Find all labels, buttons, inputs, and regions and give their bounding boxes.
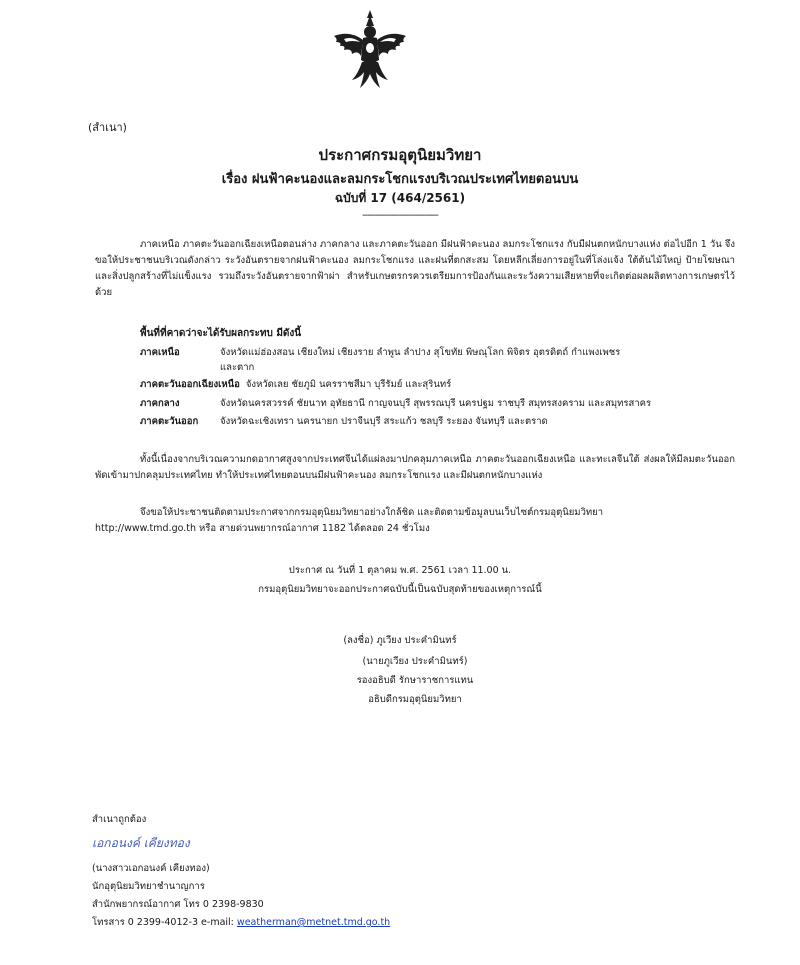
issue-number: ฉบับที่ 17 (464/2561) bbox=[334, 191, 466, 205]
advice-paragraph-line2: http://www.tmd.go.th หรือ สายด่วนพยากรณ์อากาศ 1182 ได้ตลอด 24 ชั่วโมง bbox=[95, 523, 430, 534]
affected-areas-heading: พื้นที่ที่คาดว่าจะได้รับผลกระทบ มีดังนี้ bbox=[140, 328, 302, 339]
garuda-emblem-icon bbox=[330, 8, 410, 96]
final-notice: กรมอุตุนิยมวิทยาจะออกประกาศฉบับนี้เป็นฉบับสุดท้ายของเหตุการณ์นี้ bbox=[258, 584, 542, 595]
email-link[interactable]: weatherman@metnet.tmd.go.th bbox=[236, 917, 391, 928]
certifier-position: นักอุตุนิยมวิทยาชำนาญการ bbox=[92, 881, 205, 892]
region-provinces: จังหวัดแม่ฮ่องสอน เชียงใหม่ เชียงราย ลำพูน ลำปาง สุโขทัย พิษณุโลก พิจิตร อุตรดิตถ์ กำแพงเพชร bbox=[220, 347, 621, 358]
signed-line: (ลงชื่อ) ภูเวียง ประคำมินทร์ bbox=[343, 635, 457, 646]
announce-date: ประกาศ ณ วันที่ 1 ตุลาคม พ.ศ. 2561 เวลา 11.00 น. bbox=[288, 565, 512, 576]
handwritten-signature-text: เอกอนงค์ เคียงทอง bbox=[92, 836, 190, 850]
certifier-name: (นางสาวเอกอนงค์ เคียงทอง) bbox=[92, 863, 210, 874]
region-row-north bbox=[140, 345, 620, 360]
cause-paragraph-text: ทั้งนี้เนื่องจากบริเวณความกดอากาศสูงจากประเทศจีนได้แผ่ลงมาปกคลุมภาคเหนือ ภาคตะวันออกเฉียงเหนือ และทะเลจีนใต้ ส่งผลให้มีลมตะวันออกพัดเข้ามาปกคลุมประเทศไทย ทำให้ประเทศไทยตอนบนมีฝนฟ้าคะนอง ลมกระโชกแรง และมีฝนตกหนักบางแห่ง bbox=[95, 454, 735, 481]
subject-line: เรื่อง ฝนฟ้าคะนองและลมกระโชกแรงบริเวณประเทศไทยตอนบน bbox=[221, 172, 579, 187]
contact-line bbox=[92, 915, 390, 930]
office-phone: สำนักพยากรณ์อากาศ โทร 0 2398-9830 bbox=[92, 899, 264, 910]
fax-email-prefix: โทรสาร 0 2399-4012-3 e-mail: bbox=[92, 917, 237, 928]
region-provinces-cont: และตาก bbox=[220, 362, 255, 373]
advice-paragraph-text: จึงขอให้ประชาชนติดตามประกาศจากกรมอุตุนิยมวิทยาอย่างใกล้ชิด และติดตามข้อมูลบนเว็บไซต์กรมอุตุนิยมวิทยา bbox=[140, 507, 604, 518]
copy-mark: (สำเนา) bbox=[88, 121, 127, 134]
warning-paragraph bbox=[95, 237, 735, 301]
signer-name: (นายภูเวียง ประคำมินทร์) bbox=[362, 656, 468, 667]
warning-paragraph-text: ภาคเหนือ ภาคตะวันออกเฉียงเหนือตอนล่าง ภาคกลาง และภาคตะวันออก มีฝนฟ้าคะนอง ลมกระโชกแรง กับมีฝนตกหนักบางแห่ง ต่อไปอีก 1 วัน จึงขอให้ประชาชนบริเวณดังกล่าว ระวังอันตรายจากฝนฟ้าคะนอง ลมกระโชกแรง และฝนที่ตกสะสม โดยหลีกเลี่ยงการอยู่ในที่โล่งแจ้ง ใต้ต้นไม้ใหญ่ ป้ายโฆษณา และสิ่งปลูกสร้างที่ไม่แข็งแรง รวมถึงระวังอันตรายจากฟ้าผ่า สำหรับเกษตรกรควรเตรียมการป้องกันและระวังความเสียหายที่จะเกิดต่อผลผลิตทางการเกษตรไว้ด้วย bbox=[95, 239, 735, 298]
region-row-central bbox=[140, 396, 651, 411]
region-name: ภาคตะวันออก bbox=[140, 416, 199, 427]
region-row-east bbox=[140, 414, 548, 429]
region-name: ภาคกลาง bbox=[140, 398, 180, 409]
signer-position: รองอธิบดี รักษาราชการแทน bbox=[356, 675, 474, 686]
region-provinces: จังหวัดฉะเชิงเทรา นครนายก ปราจีนบุรี สระแก้ว ชลบุรี ระยอง จันทบุรี และตราด bbox=[220, 416, 548, 427]
title-divider: ----------------------------- bbox=[362, 210, 438, 221]
certified-label: สำเนาถูกต้อง bbox=[92, 814, 147, 825]
region-provinces: จังหวัดเลย ชัยภูมิ นครราชสีมา บุรีรัมย์ และสุรินทร์ bbox=[245, 379, 452, 390]
cause-paragraph bbox=[95, 452, 735, 484]
region-row-northeast bbox=[140, 377, 451, 392]
region-name: ภาคเหนือ bbox=[140, 347, 180, 358]
advice-paragraph bbox=[95, 505, 735, 537]
region-provinces: จังหวัดนครสวรรค์ ชัยนาท อุทัยธานี กาญจนบุรี สุพรรณบุรี นครปฐม ราชบุรี สมุทรสงคราม และสมุทรสาคร bbox=[220, 398, 652, 409]
signer-position-2: อธิบดีกรมอุตุนิยมวิทยา bbox=[368, 694, 462, 705]
handwritten-signature bbox=[92, 832, 262, 854]
region-name: ภาคตะวันออกเฉียงเหนือ bbox=[140, 379, 240, 390]
page-title: ประกาศกรมอุตุนิยมวิทยา bbox=[318, 146, 482, 164]
region-row-north-cont bbox=[220, 360, 254, 375]
